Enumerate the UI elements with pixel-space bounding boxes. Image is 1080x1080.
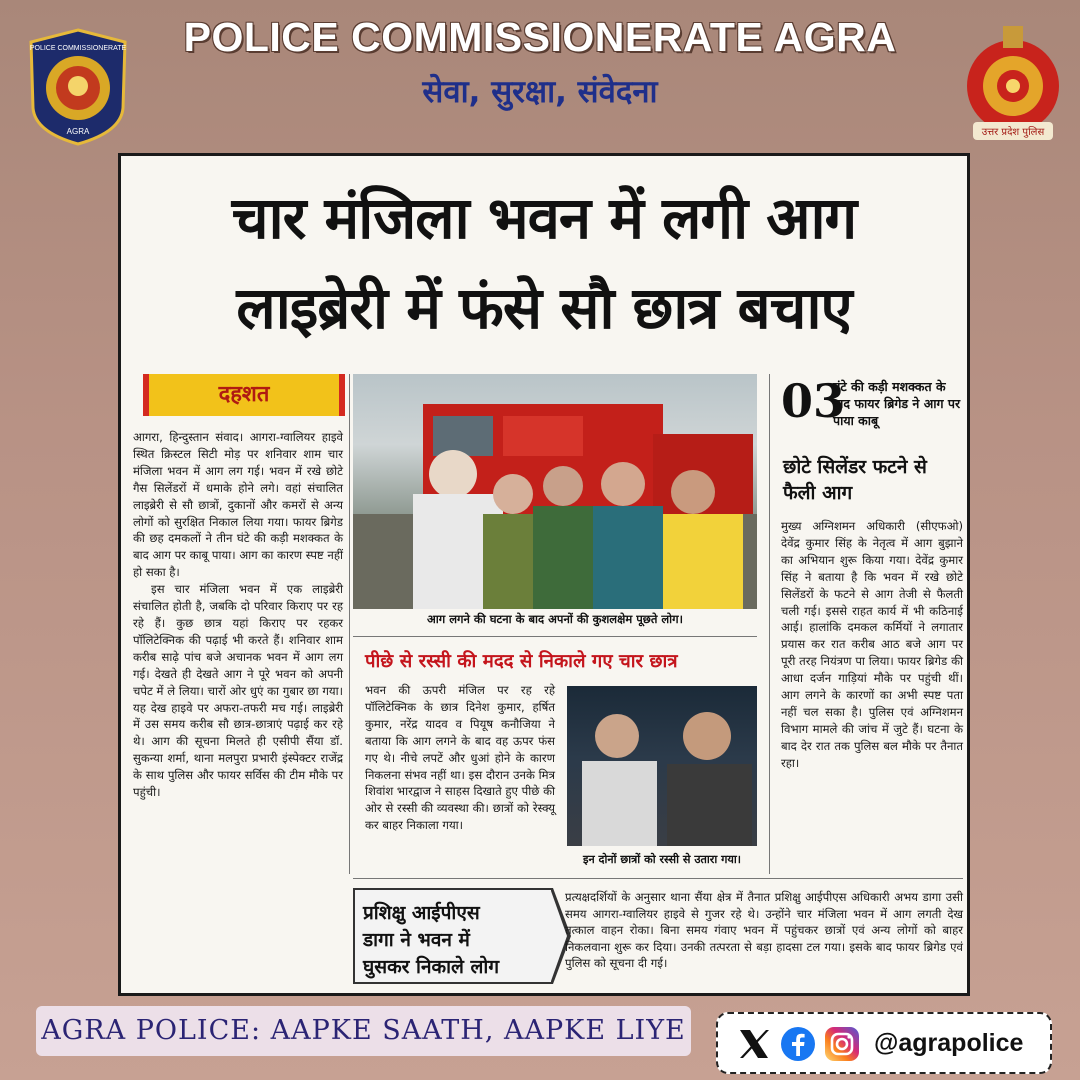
fire-truck-illustration [353, 374, 757, 609]
highlight-note: घंटे की कड़ी मशक्कत के बाद फायर ब्रिगेड ने आग पर पाया काबू [833, 379, 961, 428]
mid-headline: पीछे से रस्सी की मदद से निकाले गए चार छात्र [365, 651, 678, 672]
bottom-paragraph: प्रत्यक्षदर्शियों के अनुसार थाना सैंया क्षेत्र में तैनात प्रशिक्षु आईपीएस अधिकारी अभय डागा उसी समय आगरा-ग्वालियर हाइवे से गुजर रहे थे। उन्होंने चार मंजिला भवन में आग लगती देख तत्काल वाहन रोका। बिना समय गंवाए भवन में पहुंचकर छात्रों एवं अन्य लोगों को बाहर निकलवाना शुरू कर दिया। उनकी तत्परता से बड़ा हादसा टल गया। इसके बाद फायर ब्रिगेड एवं पुलिस को सूचना दी गई। [565, 890, 963, 970]
right-column [781, 518, 963, 772]
headline-line-1: चार मंजिला भवन में लगी आग [231, 184, 857, 252]
left-paragraph-1: आगरा, हिन्दुस्तान संवाद। आगरा-ग्वालियर हाइवे स्थित क्रिस्टल सिटी मोड़ पर शनिवार शाम चार मंजिला भवन में आग लग गई। भवन में रखे छोटे गैस सिलेंडरों में धमाके होने लगे। वहां संचालित लाइब्रेरी से सौ छात्रों, दुकानों और कमरों से अन्य लोगों को सुरक्षित निकाल लिया गया। फायर ब्रिगेड की छह दमकलों ने तीन घंटे की कड़ी मशक्कत के बाद आग पर काबू पाया। आग का कारण स्पष्ट नहीं हो सका है। [133, 430, 343, 580]
newspaper-clipping [118, 153, 970, 996]
fire-scene-photo [353, 374, 757, 609]
right-subheading: छोटे सिलेंडर फटने से फैली आग [783, 456, 927, 504]
social-bar [716, 1012, 1052, 1074]
column-divider [769, 374, 770, 874]
header [0, 0, 1080, 150]
mid-column [365, 682, 555, 834]
mid-paragraph: भवन की ऊपरी मंजिल पर रह रहे पॉलिटेक्निक के छात्र दिनेश कुमार, हर्षित कुमार, नरेंद्र यादव व पियूष कनौजिया ने बताया कि आग लगने के बाद वह ऊपर फंस गए थे। नीचे लपटें और धुआं होने के कारण निकलना संभव नहीं था। इस दौरान उनके मित्र शिवांश भारद्वाज ने साहस दिखाते हुए पीछे की ओर से रस्सी की व्यवस्था की। छात्रों को रेस्क्यू कर बाहर निकाला गया। [365, 683, 555, 833]
photo2-caption: इन दोनों छात्रों को रस्सी से उतारा गया। [582, 853, 742, 866]
facebook-icon[interactable] [780, 1026, 816, 1062]
bottom-box [353, 888, 553, 984]
page-tagline: सेवा, सुरक्षा, संवेदना [422, 74, 658, 110]
section-divider [353, 878, 963, 879]
students-illustration [567, 686, 757, 846]
headline-line-2: लाइब्रेरी में फंसे सौ छात्र बचाए [236, 274, 852, 342]
svg-text:AGRA: AGRA [66, 127, 90, 136]
big-number: 03 [781, 374, 846, 428]
up-police-emblem [958, 22, 1068, 144]
svg-text:उत्तर प्रदेश पुलिस: उत्तर प्रदेश पुलिस [981, 127, 1045, 138]
svg-text:POLICE COMMISSIONERATE: POLICE COMMISSIONERATE [29, 45, 127, 52]
left-column [133, 429, 343, 801]
column-divider [349, 374, 350, 874]
x-icon[interactable] [736, 1026, 772, 1062]
footer-slogan: AGRA POLICE: AAPKE SAATH, AAPKE LIYE [36, 1006, 691, 1056]
section-tag: दहशत [143, 374, 345, 416]
section-divider [353, 636, 757, 637]
social-handle[interactable]: @agrapolice [874, 1029, 1024, 1057]
photo1-caption: आग लगने की घटना के बाद अपनों की कुशलक्षेम पूछते लोग। [427, 612, 683, 626]
instagram-icon[interactable] [824, 1026, 860, 1062]
page-title: POLICE COMMISSIONERATE AGRA [183, 14, 897, 60]
left-paragraph-2: इस चार मंजिला भवन में एक लाइब्रेरी संचालित होती है, जबकि दो परिवार किराए पर रह रहे हैं। कुछ छात्र यहां किराए पर रहकर पॉलिटेक्निक की पढ़ाई भी करते हैं। शनिवार शाम करीब साढ़े पांच बजे अचानक भवन में आग लग गई। देखते ही देखते आग ने पूरे भवन को अपनी चपेट में ले लिया। चारों ओर धुएं का गुबार छा गया। यह देख हाइवे पर अफरा-तफरी मच गई। लाइब्रेरी में उस समय करीब सौ छात्र-छात्राएं पढ़ाई कर रहे थे। आग की सूचना मिलते ही एसीपी सैंया डॉ. सुकन्या शर्मा, थाना मलपुरा प्रभारी इंस्पेक्टर राजेंद्र के साथ पुलिस और फायर सर्विस की टीम मौके पर पहुंची। [133, 582, 343, 800]
bottom-box-title: प्रशिक्षु आईपीएस डागा ने भवन में घुसकर निकाले लोग [363, 902, 500, 978]
students-photo [567, 686, 757, 846]
right-paragraph: मुख्य अग्निशमन अधिकारी (सीएफओ) देवेंद्र कुमार सिंह के नेतृत्व में आग बुझाने का अभियान शुरू किया गया। देवेंद्र कुमार सिंह ने बताया है कि भवन में रखे छोटे सिलेंडरों के फटने से आग तेजी से फैलती चली गई। इससे राहत कार्य में भी कठिनाई आई। हालांकि दमकल कर्मियों ने लगातार प्रयास कर रात करीब आठ बजे आग पर पूरी तरह नियंत्रण पा लिया। फायर ब्रिगेड की आधा दर्जन गाड़ियां मौके पर पहुंची थीं। आग लगने के कारणों का अभी स्पष्ट पता नहीं चल सका है। पुलिस एवं अग्निशमन विभाग मामले की जांच में जुटे हैं। घटना के बाद देर रात तक पुलिस बल मौके पर तैनात रहा। [781, 519, 963, 770]
bottom-column [565, 889, 963, 972]
